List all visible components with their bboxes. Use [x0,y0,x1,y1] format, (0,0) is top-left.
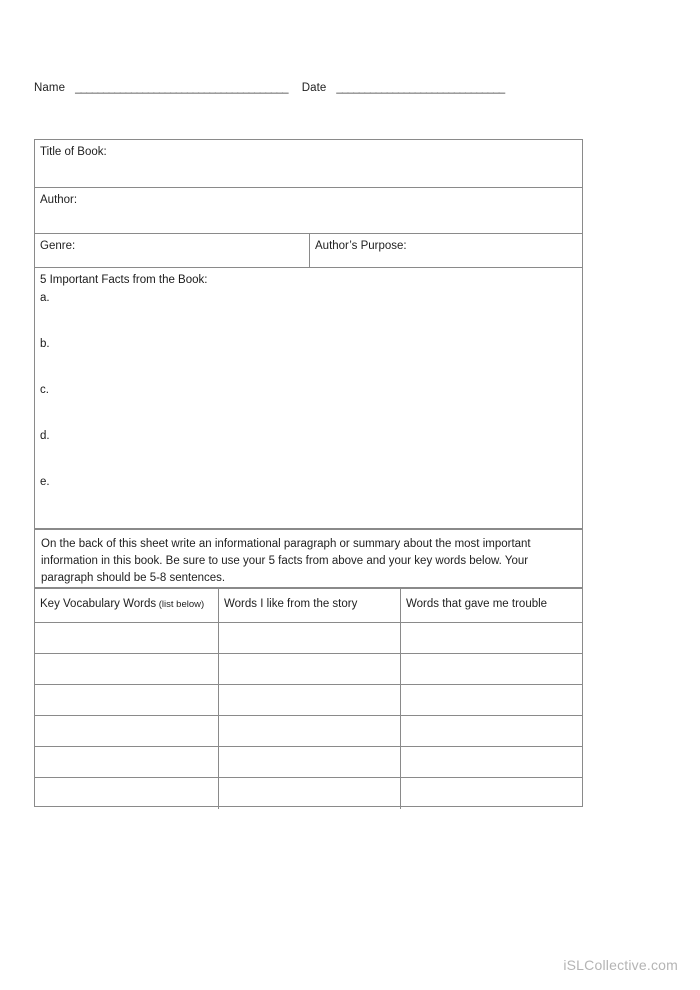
name-write-line[interactable]: ______________________________________ [75,82,288,94]
vocab-cell[interactable] [219,778,401,809]
title-of-book-field[interactable]: Title of Book: [40,146,107,158]
vocab-cell[interactable] [219,623,401,653]
genre-field[interactable]: Genre: [35,234,310,268]
table-row [35,140,582,188]
vocab-cell[interactable] [401,654,582,684]
important-facts-heading: 5 Important Facts from the Book: [40,274,208,286]
vocab-cell[interactable] [35,778,219,809]
vocab-cell[interactable] [219,716,401,746]
vocab-cell[interactable] [401,623,582,653]
table-row [35,654,582,685]
vocab-cell[interactable] [401,716,582,746]
list-item[interactable]: b. [40,337,50,350]
instructions-box [34,529,583,588]
table-row [35,623,582,654]
list-item[interactable]: c. [40,383,49,396]
table-row [35,188,582,234]
author-field[interactable]: Author: [40,194,78,206]
vocab-cell[interactable] [35,623,219,653]
column-header-words-i-like: Words I like from the story [219,589,401,622]
instructions-text: On the back of this sheet write an informational paragraph or summary about the most important information in this book. Be sure to use your 5 facts from above and your key words below. Your paragraph should be 5-8 sentences. [41,538,531,585]
vocab-cell[interactable] [401,778,582,809]
list-item[interactable]: d. [40,429,50,442]
vocab-cell[interactable] [35,716,219,746]
vocab-cell[interactable] [219,685,401,715]
column-header-label: Key Vocabulary Words [40,598,157,610]
column-header-words-trouble: Words that gave me trouble [406,598,548,610]
table-header-row [35,589,582,623]
vocab-cell[interactable] [35,685,219,715]
column-header-note: (list below) [156,599,205,610]
authors-purpose-field[interactable]: Author’s Purpose: [315,240,407,252]
important-facts-list [40,291,582,521]
important-facts-inner [35,268,582,521]
date-label: Date [301,82,327,94]
vocab-cell[interactable] [35,747,219,777]
name-date-row [34,82,594,94]
vocab-cell[interactable] [219,654,401,684]
table-row [35,234,582,268]
table-row [35,747,582,778]
vocab-cell[interactable] [401,747,582,777]
column-header-key-vocabulary-words [35,589,219,622]
name-label: Name [34,82,66,94]
vocab-cell[interactable] [35,654,219,684]
vocab-cell[interactable] [219,747,401,777]
list-item[interactable]: a. [40,291,50,304]
important-facts-box [34,267,583,529]
vocabulary-table [34,588,583,807]
table-row [35,778,582,809]
islcollective-watermark: iSLCollective.com [563,957,678,973]
list-item[interactable]: e. [40,475,50,488]
date-write-line[interactable]: ______________________________ [336,82,505,94]
table-row [35,685,582,716]
vocab-cell[interactable] [401,685,582,715]
table-row [35,716,582,747]
book-info-table [34,139,583,269]
